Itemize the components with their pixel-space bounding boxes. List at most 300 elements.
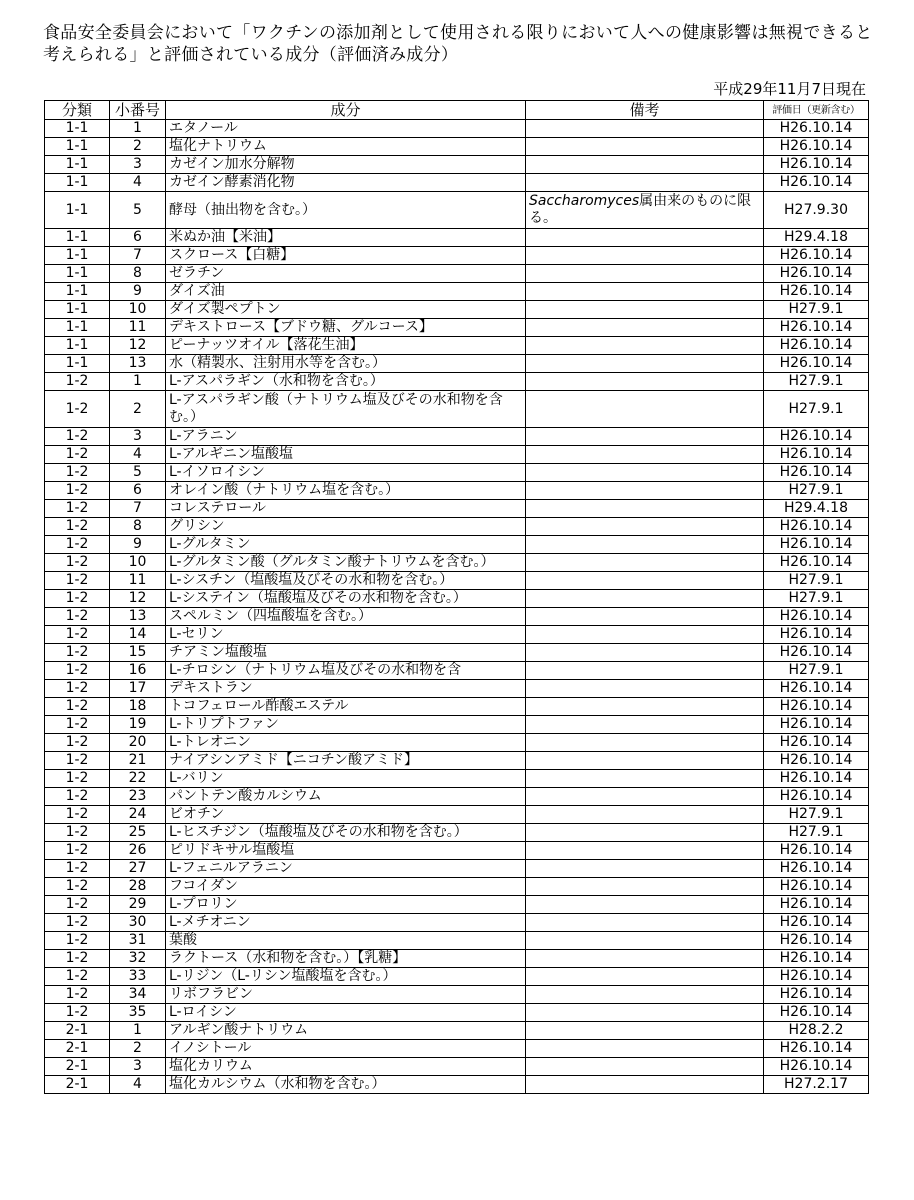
eval-date-cell: H26.10.14: [764, 120, 869, 138]
table-row: [45, 192, 869, 229]
category-cell: 1-2: [45, 572, 110, 590]
note-cell: [526, 626, 764, 644]
eval-date-cell: H26.10.14: [764, 698, 869, 716]
eval-date-cell: H26.10.14: [764, 1004, 869, 1022]
ingredient-cell: L-リジン（L-リシン塩酸塩を含む。）: [166, 968, 526, 986]
number-cell: 26: [110, 842, 166, 860]
table-row: [45, 156, 869, 174]
ingredient-cell: オレイン酸（ナトリウム塩を含む。）: [166, 482, 526, 500]
note-cell: [526, 842, 764, 860]
ingredient-cell: ナイアシンアミド【ニコチン酸アミド】: [166, 752, 526, 770]
header-category: 分類: [45, 101, 110, 120]
note-cell: [526, 950, 764, 968]
ingredient-cell: L-グルタミン酸（グルタミン酸ナトリウムを含む。）: [166, 554, 526, 572]
table-row: [45, 120, 869, 138]
eval-date-cell: H27.9.1: [764, 482, 869, 500]
note-cell: [526, 734, 764, 752]
ingredient-cell: ダイズ油: [166, 283, 526, 301]
table-row: [45, 680, 869, 698]
ingredient-cell: L-アスパラギン（水和物を含む。）: [166, 373, 526, 391]
eval-date-cell: H26.10.14: [764, 337, 869, 355]
eval-date-cell: H26.10.14: [764, 464, 869, 482]
note-cell: [526, 464, 764, 482]
category-cell: 1-1: [45, 192, 110, 229]
ingredient-cell: L-システイン（塩酸塩及びその水和物を含む。）: [166, 590, 526, 608]
eval-date-cell: H26.10.14: [764, 680, 869, 698]
ingredient-cell: 水（精製水、注射用水等を含む。）: [166, 355, 526, 373]
eval-date-cell: H26.10.14: [764, 247, 869, 265]
ingredient-cell: ピリドキサル塩酸塩: [166, 842, 526, 860]
number-cell: 34: [110, 986, 166, 1004]
note-cell: [526, 554, 764, 572]
category-cell: 1-1: [45, 301, 110, 319]
category-cell: 1-2: [45, 391, 110, 428]
eval-date-cell: H26.10.14: [764, 518, 869, 536]
ingredient-cell: L-ヒスチジン（塩酸塩及びその水和物を含む。）: [166, 824, 526, 842]
table-row: [45, 842, 869, 860]
note-cell: [526, 1022, 764, 1040]
category-cell: 1-2: [45, 373, 110, 391]
note-cell: [526, 698, 764, 716]
note-cell: [526, 446, 764, 464]
note-cell: [526, 644, 764, 662]
note-cell: [526, 192, 764, 229]
eval-date-cell: H26.10.14: [764, 1040, 869, 1058]
eval-date-cell: H26.10.14: [764, 626, 869, 644]
eval-date-cell: H27.9.1: [764, 572, 869, 590]
table-row: [45, 229, 869, 247]
ingredient-cell: イノシトール: [166, 1040, 526, 1058]
category-cell: 1-2: [45, 482, 110, 500]
category-cell: 1-1: [45, 120, 110, 138]
note-cell: [526, 932, 764, 950]
note-cell: [526, 391, 764, 428]
number-cell: 14: [110, 626, 166, 644]
eval-date-cell: H29.4.18: [764, 229, 869, 247]
table-row: [45, 301, 869, 319]
eval-date-cell: H26.10.14: [764, 283, 869, 301]
note-cell: [526, 373, 764, 391]
number-cell: 1: [110, 120, 166, 138]
ingredient-cell: 葉酸: [166, 932, 526, 950]
note-cell: [526, 824, 764, 842]
ingredient-cell: エタノール: [166, 120, 526, 138]
ingredient-cell: デキストロース【ブドウ糖、グルコース】: [166, 319, 526, 337]
note-cell: [526, 174, 764, 192]
ingredient-cell: 塩化カルシウム（水和物を含む。）: [166, 1076, 526, 1094]
ingredient-cell: デキストラン: [166, 680, 526, 698]
ingredient-cell: L-ロイシン: [166, 1004, 526, 1022]
note-cell: [526, 968, 764, 986]
eval-date-cell: H27.9.30: [764, 192, 869, 229]
ingredient-cell: リボフラビン: [166, 986, 526, 1004]
number-cell: 9: [110, 283, 166, 301]
eval-date-cell: H27.9.1: [764, 824, 869, 842]
number-cell: 8: [110, 518, 166, 536]
category-cell: 1-2: [45, 626, 110, 644]
eval-date-cell: H27.9.1: [764, 806, 869, 824]
note-cell: [526, 1058, 764, 1076]
eval-date-cell: H26.10.14: [764, 950, 869, 968]
category-cell: 1-1: [45, 174, 110, 192]
note-cell: [526, 770, 764, 788]
ingredient-cell: L-プロリン: [166, 896, 526, 914]
ingredient-cell: L-アラニン: [166, 428, 526, 446]
table-row: [45, 1058, 869, 1076]
category-cell: 2-1: [45, 1040, 110, 1058]
table-row: [45, 590, 869, 608]
number-cell: 27: [110, 860, 166, 878]
note-cell: [526, 247, 764, 265]
note-cell: [526, 428, 764, 446]
number-cell: 20: [110, 734, 166, 752]
note-cell: [526, 608, 764, 626]
category-cell: 1-2: [45, 842, 110, 860]
category-cell: 1-1: [45, 156, 110, 174]
number-cell: 31: [110, 932, 166, 950]
note-cell: [526, 229, 764, 247]
number-cell: 28: [110, 878, 166, 896]
ingredient-cell: L-アスパラギン酸（ナトリウム塩及びその水和物を含む。）: [166, 391, 526, 428]
note-cell: [526, 806, 764, 824]
eval-date-cell: H26.10.14: [764, 914, 869, 932]
number-cell: 13: [110, 355, 166, 373]
note-cell: [526, 265, 764, 283]
category-cell: 1-1: [45, 265, 110, 283]
category-cell: 1-2: [45, 734, 110, 752]
ingredient-cell: L-イソロイシン: [166, 464, 526, 482]
ingredient-cell: カゼイン加水分解物: [166, 156, 526, 174]
table-row: [45, 914, 869, 932]
eval-date-cell: H26.10.14: [764, 788, 869, 806]
note-cell: [526, 536, 764, 554]
table-row: [45, 1076, 869, 1094]
number-cell: 22: [110, 770, 166, 788]
eval-date-cell: H27.9.1: [764, 590, 869, 608]
number-cell: 1: [110, 373, 166, 391]
table-row: [45, 428, 869, 446]
number-cell: 11: [110, 572, 166, 590]
number-cell: 3: [110, 156, 166, 174]
table-row: [45, 734, 869, 752]
number-cell: 18: [110, 698, 166, 716]
number-cell: 4: [110, 174, 166, 192]
number-cell: 7: [110, 500, 166, 518]
table-row: [45, 896, 869, 914]
header-eval-date: 評価日（更新含む）: [764, 101, 869, 120]
table-row: [45, 337, 869, 355]
number-cell: 13: [110, 608, 166, 626]
category-cell: 1-2: [45, 986, 110, 1004]
eval-date-cell: H26.10.14: [764, 319, 869, 337]
eval-date-cell: H26.10.14: [764, 842, 869, 860]
number-cell: 11: [110, 319, 166, 337]
note-cell: [526, 319, 764, 337]
ingredient-cell: コレステロール: [166, 500, 526, 518]
ingredient-cell: L-アルギニン塩酸塩: [166, 446, 526, 464]
note-cell: [526, 1076, 764, 1094]
ingredients-table: [44, 100, 869, 1094]
table-row: [45, 265, 869, 283]
eval-date-cell: H26.10.14: [764, 716, 869, 734]
ingredient-cell: ダイズ製ペプトン: [166, 301, 526, 319]
table-row: [45, 572, 869, 590]
eval-date-cell: H26.10.14: [764, 355, 869, 373]
table-row: [45, 554, 869, 572]
eval-date-cell: H26.10.14: [764, 986, 869, 1004]
table-row: [45, 698, 869, 716]
eval-date-cell: H26.10.14: [764, 554, 869, 572]
table-row: [45, 662, 869, 680]
table-row: [45, 1040, 869, 1058]
category-cell: 1-1: [45, 355, 110, 373]
category-cell: 1-2: [45, 518, 110, 536]
number-cell: 2: [110, 138, 166, 156]
eval-date-cell: H26.10.14: [764, 1058, 869, 1076]
number-cell: 10: [110, 554, 166, 572]
header-number: 小番号: [110, 101, 166, 120]
note-cell: [526, 572, 764, 590]
number-cell: 30: [110, 914, 166, 932]
table-row: [45, 536, 869, 554]
note-cell: [526, 156, 764, 174]
note-cell: [526, 518, 764, 536]
eval-date-cell: H26.10.14: [764, 446, 869, 464]
note-cell: [526, 1040, 764, 1058]
category-cell: 1-2: [45, 698, 110, 716]
number-cell: 19: [110, 716, 166, 734]
eval-date-cell: H26.10.14: [764, 896, 869, 914]
number-cell: 15: [110, 644, 166, 662]
table-row: [45, 482, 869, 500]
eval-date-cell: H27.9.1: [764, 373, 869, 391]
category-cell: 1-2: [45, 464, 110, 482]
table-row: [45, 247, 869, 265]
note-text: 属由来のものに限る。: [529, 193, 752, 226]
number-cell: 33: [110, 968, 166, 986]
ingredient-cell: トコフェロール酢酸エステル: [166, 698, 526, 716]
eval-date-cell: H29.4.18: [764, 500, 869, 518]
table-row: [45, 518, 869, 536]
eval-date-cell: H26.10.14: [764, 428, 869, 446]
category-cell: 1-1: [45, 138, 110, 156]
category-cell: 1-1: [45, 229, 110, 247]
category-cell: 1-2: [45, 932, 110, 950]
note-cell: [526, 120, 764, 138]
ingredient-cell: ラクトース（水和物を含む。）【乳糖】: [166, 950, 526, 968]
category-cell: 1-2: [45, 716, 110, 734]
number-cell: 21: [110, 752, 166, 770]
table-body: [45, 120, 869, 1094]
note-cell: [526, 716, 764, 734]
eval-date-cell: H26.10.14: [764, 734, 869, 752]
ingredient-cell: L-メチオニン: [166, 914, 526, 932]
header-ingredient: 成分: [166, 101, 526, 120]
number-cell: 16: [110, 662, 166, 680]
ingredient-cell: 米ぬか油【米油】: [166, 229, 526, 247]
number-cell: 6: [110, 229, 166, 247]
number-cell: 23: [110, 788, 166, 806]
number-cell: 29: [110, 896, 166, 914]
table-row: [45, 860, 869, 878]
number-cell: 6: [110, 482, 166, 500]
table-row: [45, 824, 869, 842]
table-row: [45, 788, 869, 806]
ingredient-cell: アルギン酸ナトリウム: [166, 1022, 526, 1040]
ingredient-cell: ビオチン: [166, 806, 526, 824]
category-cell: 1-2: [45, 824, 110, 842]
number-cell: 1: [110, 1022, 166, 1040]
table-row: [45, 500, 869, 518]
table-row: [45, 446, 869, 464]
number-cell: 9: [110, 536, 166, 554]
category-cell: 1-1: [45, 283, 110, 301]
table-row: [45, 932, 869, 950]
category-cell: 1-2: [45, 428, 110, 446]
eval-date-cell: H26.10.14: [764, 265, 869, 283]
eval-date-cell: H26.10.14: [764, 138, 869, 156]
category-cell: 2-1: [45, 1022, 110, 1040]
number-cell: 10: [110, 301, 166, 319]
table-row: [45, 1022, 869, 1040]
number-cell: 12: [110, 590, 166, 608]
note-cell: [526, 355, 764, 373]
table-row: [45, 878, 869, 896]
table-row: [45, 986, 869, 1004]
category-cell: 1-2: [45, 914, 110, 932]
ingredient-cell: L-フェニルアラニン: [166, 860, 526, 878]
number-cell: 32: [110, 950, 166, 968]
number-cell: 2: [110, 391, 166, 428]
number-cell: 5: [110, 192, 166, 229]
ingredient-cell: チアミン塩酸塩: [166, 644, 526, 662]
table-row: [45, 770, 869, 788]
category-cell: 1-1: [45, 247, 110, 265]
note-cell: [526, 482, 764, 500]
eval-date-cell: H26.10.14: [764, 968, 869, 986]
category-cell: 1-2: [45, 950, 110, 968]
ingredient-cell: カゼイン酵素消化物: [166, 174, 526, 192]
ingredient-cell: 酵母（抽出物を含む。）: [166, 192, 526, 229]
note-cell: [526, 788, 764, 806]
number-cell: 35: [110, 1004, 166, 1022]
category-cell: 1-2: [45, 500, 110, 518]
document-title: 食品安全委員会において「ワクチンの添加剤として使用される限りにおいて人への健康影響は無視できると考えられる」と評価されている成分（評価済み成分）: [43, 23, 873, 65]
note-cell: [526, 986, 764, 1004]
eval-date-cell: H27.2.17: [764, 1076, 869, 1094]
eval-date-cell: H26.10.14: [764, 770, 869, 788]
eval-date-cell: H26.10.14: [764, 608, 869, 626]
table-row: [45, 626, 869, 644]
category-cell: 1-2: [45, 968, 110, 986]
ingredient-cell: スクロース【白糖】: [166, 247, 526, 265]
category-cell: 1-2: [45, 878, 110, 896]
note-cell: [526, 500, 764, 518]
note-cell: [526, 896, 764, 914]
number-cell: 4: [110, 1076, 166, 1094]
table-row: [45, 752, 869, 770]
note-cell: [526, 878, 764, 896]
note-species: Saccharomyces: [529, 193, 640, 209]
number-cell: 25: [110, 824, 166, 842]
number-cell: 7: [110, 247, 166, 265]
note-cell: [526, 590, 764, 608]
ingredient-cell: スペルミン（四塩酸塩を含む。）: [166, 608, 526, 626]
table-row: [45, 1004, 869, 1022]
ingredient-cell: 塩化ナトリウム: [166, 138, 526, 156]
category-cell: 1-2: [45, 806, 110, 824]
table-row: [45, 464, 869, 482]
note-cell: [526, 1004, 764, 1022]
note-cell: [526, 138, 764, 156]
ingredient-cell: フコイダン: [166, 878, 526, 896]
ingredient-cell: ゼラチン: [166, 265, 526, 283]
eval-date-cell: H26.10.14: [764, 752, 869, 770]
category-cell: 1-2: [45, 446, 110, 464]
category-cell: 1-2: [45, 536, 110, 554]
table-row: [45, 138, 869, 156]
ingredient-cell: L-グルタミン: [166, 536, 526, 554]
table-row: [45, 174, 869, 192]
table-row: [45, 283, 869, 301]
number-cell: 17: [110, 680, 166, 698]
category-cell: 1-2: [45, 644, 110, 662]
header-note: 備考: [526, 101, 764, 120]
ingredient-cell: L-シスチン（塩酸塩及びその水和物を含む。）: [166, 572, 526, 590]
eval-date-cell: H26.10.14: [764, 536, 869, 554]
ingredient-cell: L-チロシン（ナトリウム塩及びその水和物を含: [166, 662, 526, 680]
number-cell: 5: [110, 464, 166, 482]
category-cell: 1-2: [45, 752, 110, 770]
category-cell: 1-2: [45, 788, 110, 806]
category-cell: 1-2: [45, 896, 110, 914]
table-row: [45, 608, 869, 626]
category-cell: 1-2: [45, 590, 110, 608]
eval-date-cell: H26.10.14: [764, 644, 869, 662]
category-cell: 1-1: [45, 319, 110, 337]
table-row: [45, 391, 869, 428]
number-cell: 3: [110, 1058, 166, 1076]
category-cell: 1-2: [45, 1004, 110, 1022]
eval-date-cell: H26.10.14: [764, 156, 869, 174]
table-row: [45, 373, 869, 391]
ingredient-cell: グリシン: [166, 518, 526, 536]
table-row: [45, 644, 869, 662]
note-cell: [526, 860, 764, 878]
note-cell: [526, 914, 764, 932]
category-cell: 1-2: [45, 608, 110, 626]
eval-date-cell: H28.2.2: [764, 1022, 869, 1040]
note-cell: [526, 662, 764, 680]
ingredient-cell: L-トリプトファン: [166, 716, 526, 734]
note-cell: [526, 283, 764, 301]
eval-date-cell: H27.9.1: [764, 301, 869, 319]
ingredient-cell: L-トレオニン: [166, 734, 526, 752]
ingredient-cell: 塩化カリウム: [166, 1058, 526, 1076]
note-cell: [526, 680, 764, 698]
ingredient-cell: パントテン酸カルシウム: [166, 788, 526, 806]
ingredient-cell: L-バリン: [166, 770, 526, 788]
ingredient-cell: ピーナッツオイル【落花生油】: [166, 337, 526, 355]
table-row: [45, 806, 869, 824]
table-row: [45, 355, 869, 373]
category-cell: 1-2: [45, 554, 110, 572]
eval-date-cell: H26.10.14: [764, 174, 869, 192]
eval-date-cell: H26.10.14: [764, 878, 869, 896]
category-cell: 1-1: [45, 337, 110, 355]
as-of-date: 平成29年11月7日現在: [713, 80, 866, 98]
table-row: [45, 968, 869, 986]
